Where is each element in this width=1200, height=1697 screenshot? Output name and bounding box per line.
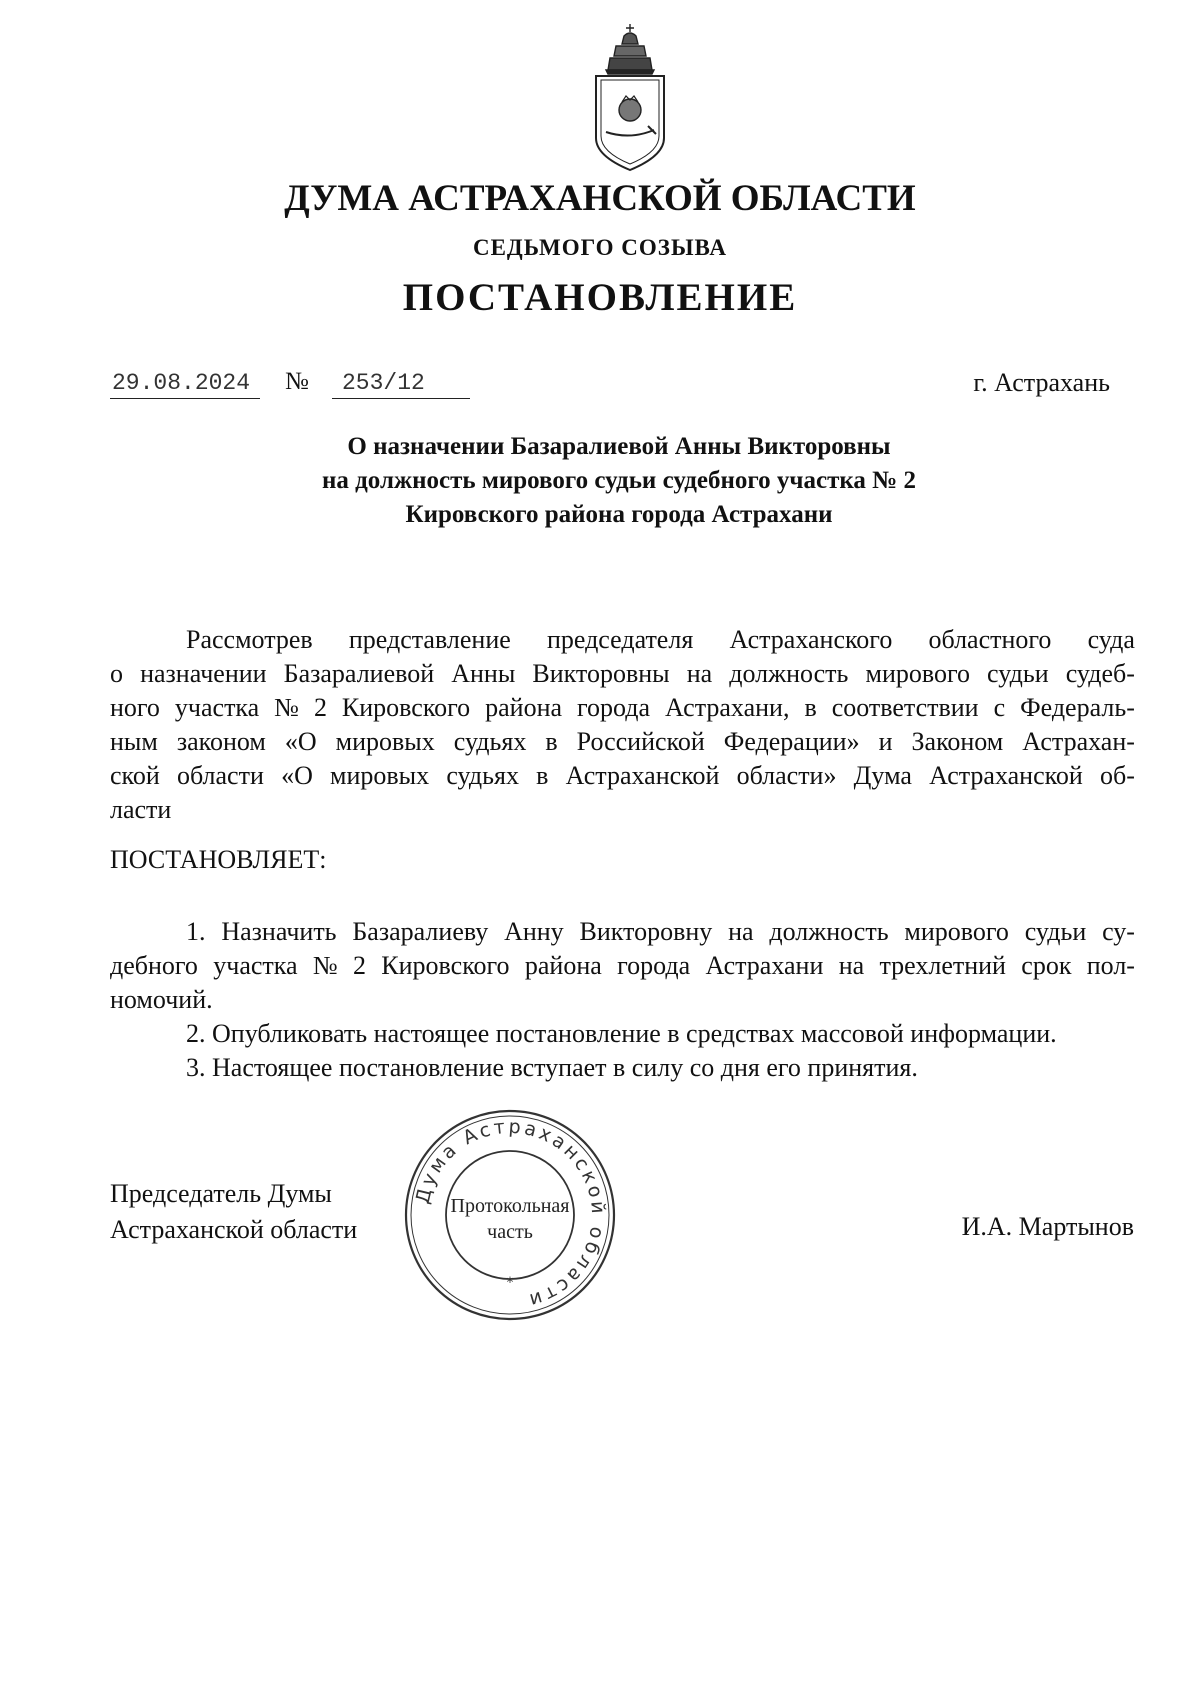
document-type: ПОСТАНОВЛЕНИЕ: [402, 276, 798, 319]
subject-line: Кировского района города Астрахани: [405, 501, 833, 528]
signatory-position: [110, 1176, 357, 1248]
body-line: ного участка № 2 Кировского района города Астрахани, в соответствии с Федераль-: [110, 693, 1135, 722]
stamp-center-line: Протокольная: [450, 1195, 570, 1217]
item-1-line: дебного участка № 2 Кировского района города Астрахани на трехлетний срок пол-: [110, 951, 1135, 980]
subject-line: О назначении Базаралиевой Анны Викторовны: [347, 433, 891, 460]
signatory-name: И.А. Мартынов: [961, 1212, 1134, 1241]
resolution-items: [110, 915, 1135, 1085]
convocation-subtitle: СЕДЬМОГО СОЗЫВА: [472, 235, 728, 260]
document-number: 253/12: [332, 370, 470, 399]
item-1-line: 1. Назначить Базаралиеву Анну Викторовну на должность мирового судьи су-: [186, 917, 1135, 946]
position-line: Астраханской области: [110, 1215, 358, 1244]
document-subject: [0, 430, 1200, 532]
body-line: ным законом «О мировых судьях в Российской Федерации» и Законом Астрахан-: [110, 727, 1135, 756]
number-sign: №: [285, 368, 309, 395]
item-2: 2. Опубликовать настоящее постановление в средствах массовой информации.: [186, 1019, 1057, 1048]
document-city: г. Астрахань: [973, 368, 1110, 397]
item-3: 3. Настоящее постановление вступает в силу со дня его принятия.: [186, 1053, 918, 1082]
body-line: ласти: [110, 795, 172, 824]
preamble-paragraph: [110, 623, 1135, 827]
document-meta-row: [110, 370, 1110, 406]
stamp-ring-text: Дума Астраханской области: [411, 1115, 610, 1313]
stamp-center-line: часть: [487, 1221, 533, 1243]
body-line: ской области «О мировых судьях в Астраханской области» Дума Астраханской об-: [110, 761, 1135, 790]
subject-line: на должность мирового судьи судебного участка № 2: [321, 467, 917, 494]
document-date: 29.08.2024: [110, 370, 260, 399]
coat-of-arms-icon: [586, 22, 674, 172]
resolve-word: ПОСТАНОВЛЯЕТ:: [110, 845, 327, 874]
org-title: ДУМА АСТРАХАНСКОЙ ОБЛАСТИ: [284, 178, 916, 219]
svg-text:*: *: [506, 1275, 514, 1291]
body-line: Рассмотрев представление председателя Астраханского областного суда: [186, 625, 1135, 654]
official-stamp: [400, 1105, 620, 1325]
item-1-line: номочий.: [110, 985, 213, 1014]
body-line: о назначении Базаралиевой Анны Викторовны на должность мирового судьи судеб-: [110, 659, 1135, 688]
position-line: Председатель Думы: [110, 1179, 332, 1208]
